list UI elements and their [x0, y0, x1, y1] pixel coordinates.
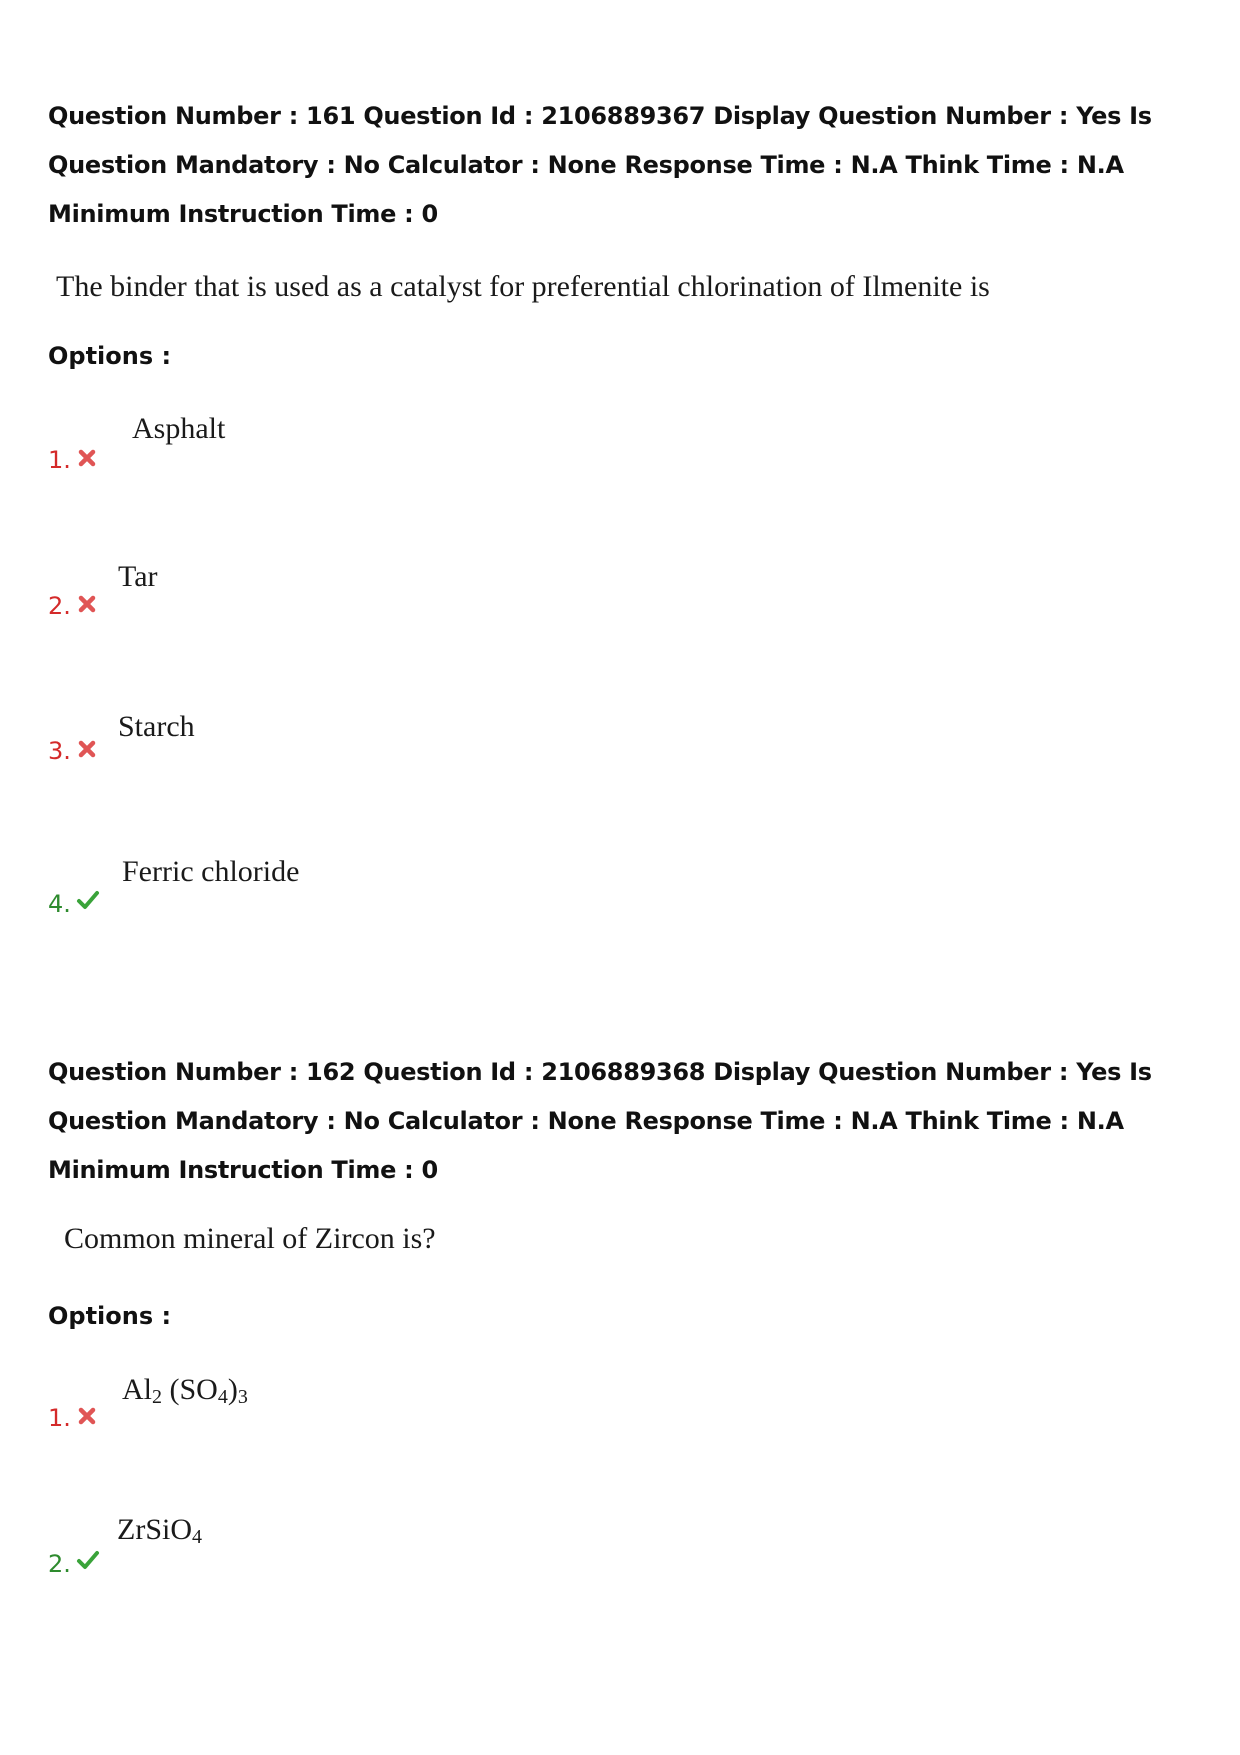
q162-option-2-number: 2.	[48, 1550, 71, 1578]
q161-option-1-text: Asphalt	[132, 412, 226, 445]
q161-option-4-text: Ferric chloride	[122, 855, 300, 888]
cross-icon	[76, 593, 98, 615]
q161-option-4-number: 4.	[48, 890, 71, 918]
question-161-options-label: Options :	[48, 342, 172, 370]
cross-icon	[76, 738, 98, 760]
question-162-meta: Question Number : 162 Question Id : 2106889368 Display Question Number : Yes Is Question Mandatory : No Calculator : None Response Time : N.A Think Time : N.A Minimum Instruction Time : 0	[48, 1058, 1152, 1184]
q161-option-2-text: Tar	[118, 560, 158, 593]
question-161-text: The binder that is used as a catalyst for preferential chlorination of Ilmenite is	[56, 270, 990, 303]
q162-option-2-text: ZrSiO$_4$	[117, 1513, 202, 1548]
q161-option-3-number: 3.	[48, 737, 71, 765]
q162-option-1-number: 1.	[48, 1404, 71, 1432]
check-icon	[76, 1549, 100, 1571]
q161-option-1-number: 1.	[48, 446, 71, 474]
question-162-text: Common mineral of Zircon is?	[64, 1222, 436, 1255]
cross-icon	[76, 447, 98, 469]
q161-option-3-text: Starch	[118, 710, 195, 743]
cross-icon	[76, 1405, 98, 1427]
q162-option-1-text: $Al_2$ $(SO_4)_3$	[122, 1373, 248, 1408]
question-161-meta: Question Number : 161 Question Id : 2106889367 Display Question Number : Yes Is Question Mandatory : No Calculator : None Response Time : N.A Think Time : N.A Minimum Instruction Time : 0	[48, 102, 1152, 228]
q161-option-2-number: 2.	[48, 592, 71, 620]
question-162-options-label: Options :	[48, 1302, 172, 1330]
check-icon	[76, 889, 100, 911]
